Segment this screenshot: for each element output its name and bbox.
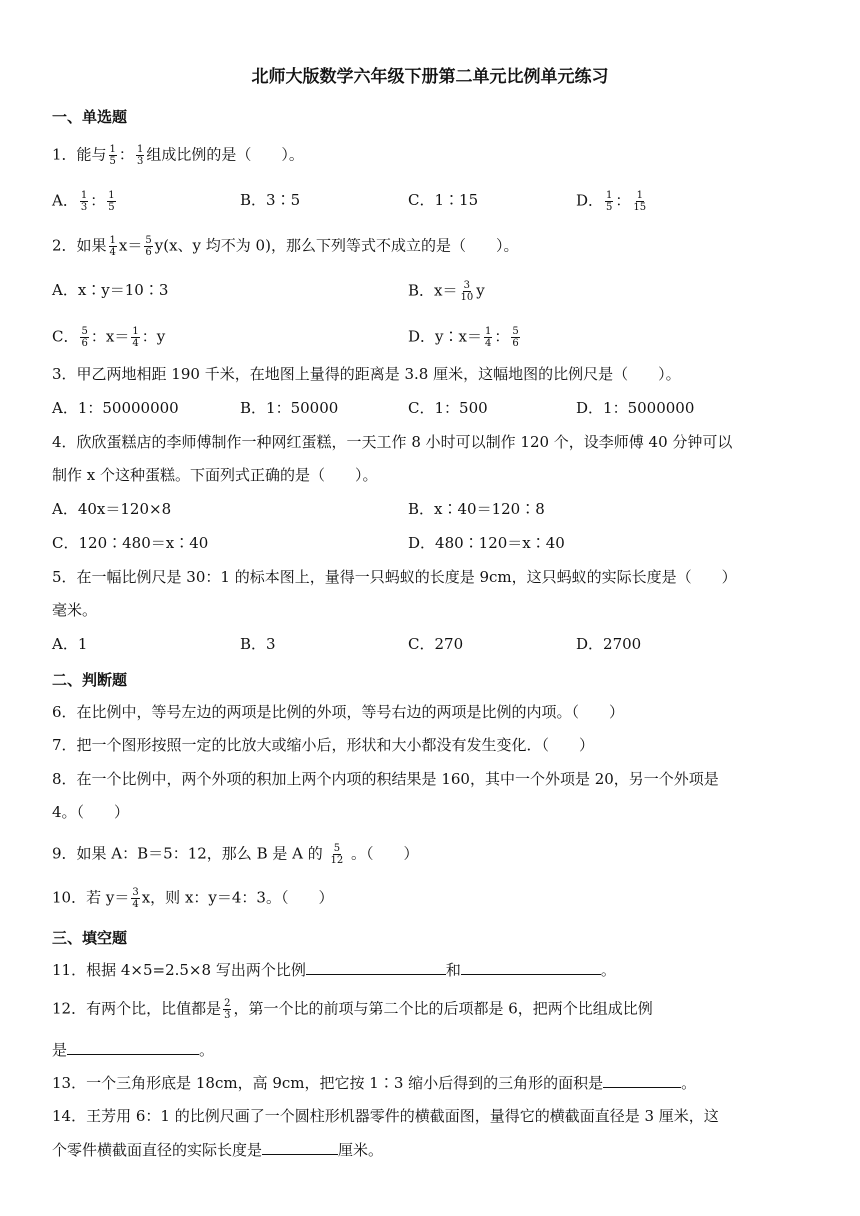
- option-a: A． $\frac{1}{3}$ ： $\frac{1}{5}$: [52, 190, 115, 213]
- option-c: C．1：500: [408, 399, 488, 417]
- option-b: B．3∶5: [240, 191, 301, 209]
- fraction: $\frac{3}{4}$: [132, 887, 139, 910]
- fraction: $\frac{5}{6}$: [145, 235, 152, 258]
- question-4-line-1: 4．欣欣蛋糕店的李师傅制作一种网红蛋糕，一天工作 8 小时可以制作 120 个，设李师傅 40 分钟可以: [52, 433, 733, 451]
- question-13: 13．一个三角形底是 18cm，高 9cm，把它按 1∶3 缩小后得到的三角形的面积是 。: [52, 1074, 697, 1092]
- question-14-line-1: 14．王芳用 6：1 的比例尺画了一个圆柱形机器零件的横截面图，量得它的横截面直径是 3 厘米，这: [52, 1107, 719, 1125]
- option-d: D． $\frac{1}{5}$ ： $\frac{1}{15}$: [576, 190, 647, 213]
- fraction: $\frac{1}{4}$: [484, 326, 492, 349]
- answer-blank[interactable]: [262, 1140, 338, 1155]
- section-heading-true-false: 二、判断题: [52, 671, 128, 689]
- question-9: 9．如果 A：B＝5：12，那么 B 是 A 的 $\frac{5}{12}$ 。（ ）: [52, 843, 419, 866]
- question-2: 2．如果 $\frac{1}{4}$ x＝ $\frac{5}{6}$ y(x、y 均不为 0)，那么下列等式不成立的是（ ）。: [52, 235, 519, 258]
- question-10: 10．若 y＝ $\frac{3}{4}$ x，则 x：y＝4：3。（ ）: [52, 887, 334, 910]
- option-b: B．1：50000: [240, 399, 339, 417]
- fraction: $\frac{1}{4}$: [109, 235, 116, 258]
- option-a: A．x∶y＝10∶3: [52, 281, 169, 299]
- option-d: D．y∶x＝ $\frac{1}{4}$ ： $\frac{5}{6}$: [408, 326, 519, 349]
- question-1: 1．能与 $\frac{1}{5}$ ： $\frac{1}{3}$ 组成比例的是（ ）。: [52, 144, 304, 167]
- option-b: B．x∶40＝120∶8: [408, 500, 545, 518]
- fraction: $\frac{1}{3}$: [136, 144, 144, 167]
- question-8-line-2: 4。（ ）: [52, 803, 130, 821]
- answer-blank[interactable]: [603, 1073, 681, 1088]
- option-a: A．1：50000000: [52, 399, 179, 417]
- question-7: 7．把一个图形按照一定的比放大或缩小后，形状和大小都没有发生变化．（ ）: [52, 736, 595, 754]
- fraction: $\frac{5}{6}$: [81, 326, 88, 349]
- question-6: 6．在比例中，等号左边的两项是比例的外项，等号右边的两项是比例的内项。（ ）: [52, 703, 625, 721]
- option-a: A．1: [52, 635, 88, 653]
- answer-blank[interactable]: [461, 960, 601, 975]
- option-c: C． $\frac{5}{6}$ ：x＝ $\frac{1}{4}$ ：y: [52, 326, 166, 349]
- fraction: $\frac{5}{12}$: [330, 843, 344, 866]
- fraction: $\frac{2}{3}$: [224, 998, 231, 1021]
- question-5-line-1: 5．在一幅比例尺是 30：1 的标本图上，量得一只蚂蚁的长度是 9cm，这只蚂蚁的实际长度是（ ）: [52, 568, 737, 586]
- section-heading-fill-in: 三、填空题: [52, 929, 128, 947]
- answer-blank[interactable]: [306, 960, 446, 975]
- question-11: 11．根据 4×5=2.5×8 写出两个比例 和 。: [52, 961, 616, 979]
- option-d: D．1：5000000: [576, 399, 695, 417]
- option-c: C．120∶480＝x∶40: [52, 534, 209, 552]
- fraction: $\frac{1}{15}$: [633, 190, 647, 213]
- question-4-line-2: 制作 x 个这种蛋糕。下面列式正确的是（ ）。: [52, 466, 378, 484]
- fraction: $\frac{1}{3}$: [80, 190, 88, 213]
- fraction: $\frac{1}{5}$: [109, 144, 116, 167]
- fraction: $\frac{1}{5}$: [108, 190, 115, 213]
- question-text: 组成比例的是（ ）。: [146, 145, 304, 164]
- option-c: C．270: [408, 635, 464, 653]
- question-8-line-1: 8．在一个比例中，两个外项的积加上两个内项的积结果是 160，其中一个外项是 20，另一个外项是: [52, 770, 719, 788]
- option-c: C．1∶15: [408, 191, 479, 209]
- question-12-line-2: 是 。: [52, 1041, 215, 1059]
- option-d: D．2700: [576, 635, 642, 653]
- fraction: $\frac{3}{10}$: [460, 280, 474, 303]
- question-12-line-1: 12．有两个比，比值都是 $\frac{2}{3}$ ，第一个比的前项与第二个比的后项都是 6，把两个比组成比例: [52, 998, 653, 1021]
- question-3: 3．甲乙两地相距 190 千米，在地图上量得的距离是 3.8 厘米，这幅地图的比例尺是（ ）。: [52, 365, 681, 383]
- option-b: B．x＝ $\frac{3}{10}$ y: [408, 280, 485, 303]
- option-a: A．40x＝120×8: [52, 500, 172, 518]
- question-text: 1．能与: [52, 145, 107, 164]
- page-title: 北师大版数学六年级下册第二单元比例单元练习: [251, 67, 609, 87]
- answer-blank[interactable]: [67, 1040, 199, 1055]
- option-d: D．480∶120＝x∶40: [408, 534, 565, 552]
- question-14-line-2: 个零件横截面直径的实际长度是 厘米。: [52, 1141, 384, 1159]
- fraction: $\frac{1}{5}$: [606, 190, 613, 213]
- fraction: $\frac{5}{6}$: [512, 326, 519, 349]
- option-b: B．3: [240, 635, 276, 653]
- fraction: $\frac{1}{4}$: [132, 326, 139, 349]
- question-5-line-2: 毫米。: [52, 601, 98, 619]
- section-heading-single-choice: 一、单选题: [52, 108, 128, 126]
